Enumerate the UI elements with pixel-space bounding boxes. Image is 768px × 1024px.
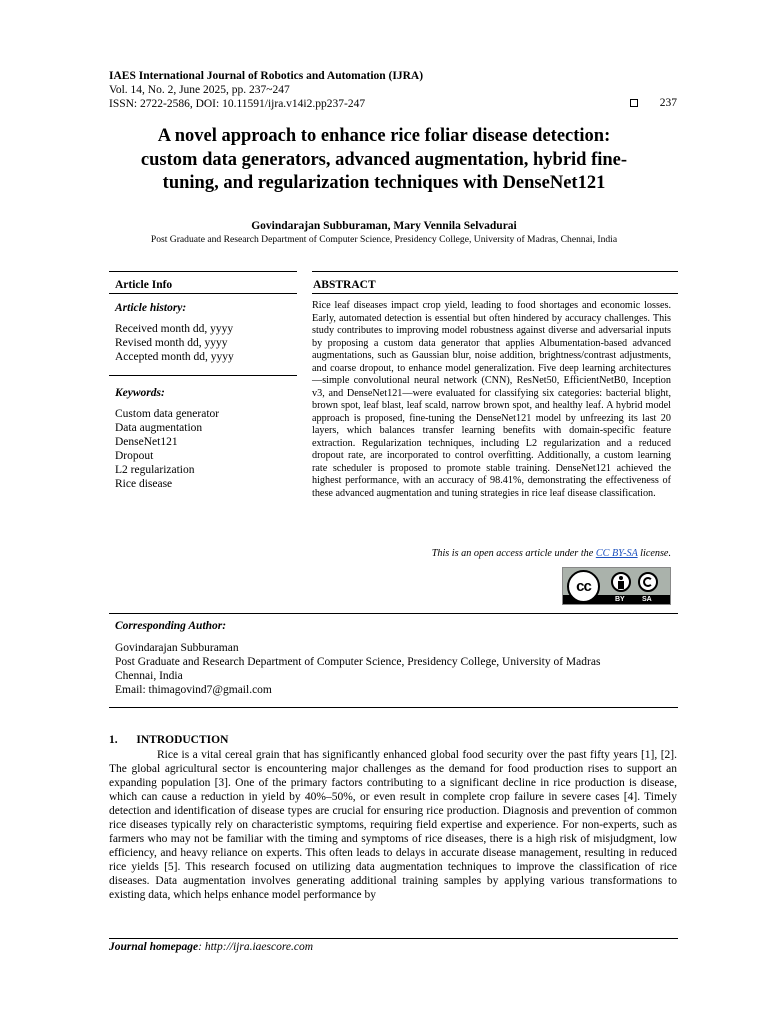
oa-suffix: license. bbox=[637, 548, 671, 559]
journal-name: IAES International Journal of Robotics and Automation (IJRA) bbox=[109, 70, 424, 82]
paper-title bbox=[100, 125, 668, 196]
corresponding-name: Govindarajan Subburaman bbox=[115, 642, 239, 654]
keyword-item: Dropout bbox=[115, 450, 154, 462]
volume-info: Vol. 14, No. 2, June 2025, pp. 237~247 bbox=[109, 84, 290, 96]
rule-top-left bbox=[109, 271, 297, 272]
title-line: custom data generators, advanced augmentation, hybrid fine- bbox=[140, 149, 628, 170]
page-number: 237 bbox=[659, 97, 677, 109]
by-label: BY bbox=[615, 596, 625, 603]
corresponding-city: Chennai, India bbox=[115, 670, 183, 682]
sa-label: SA bbox=[642, 596, 652, 603]
history-item: Received month dd, yyyy bbox=[115, 323, 234, 335]
keyword-item: DenseNet121 bbox=[115, 436, 178, 448]
issn-doi: ISSN: 2722-2586, DOI: 10.11591/ijra.v14i2.pp237-247 bbox=[109, 98, 366, 110]
rule-abstract-under bbox=[312, 293, 678, 294]
rule-corresponding-above bbox=[109, 613, 678, 614]
page-indicator bbox=[630, 97, 677, 109]
corresponding-heading: Corresponding Author: bbox=[115, 620, 227, 632]
article-info-heading: Article Info bbox=[115, 279, 173, 291]
keywords-list bbox=[115, 407, 219, 491]
history-list bbox=[115, 322, 234, 364]
title-line: A novel approach to enhance rice foliar disease detection: bbox=[157, 126, 611, 146]
title-line: tuning, and regularization techniques with DenseNet121 bbox=[162, 173, 606, 193]
rule-info-under bbox=[109, 293, 297, 294]
history-item: Revised month dd, yyyy bbox=[115, 337, 228, 349]
homepage-url[interactable]: : http://ijra.iaescore.com bbox=[198, 941, 314, 953]
history-item: Accepted month dd, yyyy bbox=[115, 351, 234, 363]
rule-corresponding-below bbox=[109, 707, 678, 708]
share-alike-icon bbox=[638, 572, 658, 592]
section-number: 1. bbox=[109, 734, 118, 746]
keyword-item: Rice disease bbox=[115, 478, 173, 490]
section-title: INTRODUCTION bbox=[136, 734, 229, 746]
keywords-heading: Keywords: bbox=[115, 387, 165, 399]
cc-logo-icon: cc bbox=[567, 570, 600, 603]
abstract-text: Rice leaf diseases impact crop yield, leading to food shortages and economic losses. Early, automated detection is essential but often hindered by accuracy challenges. This study contributes to improving model robustness against diverse and adversarial inputs by proposing a custom data generator that applies Albumentation-based advanced augmentations, such as Gaussian blur, noise addition, brightness/contrast adjustments, and coarse dropout, to enhance model generalization. Five deep learning architectures—simple convolutional neural network (CNN), ResNet50, EfficientNetB0, Inception v3, and DenseNet121—were evaluated for classifying six categories: bacterial blight, brown spot, leaf blast, leaf scald, narrow brown spot, and healthy leaf. A hybrid model approach is proposed, fine-tuning the DenseNet121 model by unfreezing its last 20 layers, which balances transfer learning benefits with domain-specific feature extraction. Regularization techniques, including L2 regularization and a reduced dropout rate, are incorporated to control overfitting. Additionally, a custom learning rate scheduler is proposed to promote stable training. DenseNet121 achieved the highest performance, with an accuracy of 98.41%, demonstrating the effectiveness of these advanced augmentation and tuning strategies in rice leaf disease classification. bbox=[312, 300, 671, 499]
open-access-note bbox=[432, 548, 671, 559]
journal-homepage bbox=[109, 941, 313, 953]
corresponding-dept: Post Graduate and Research Department of Computer Science, Presidency College, University of Madras bbox=[115, 656, 601, 668]
corresponding-details bbox=[115, 641, 600, 697]
keyword-item: Data augmentation bbox=[115, 422, 203, 434]
keyword-item: L2 regularization bbox=[115, 464, 195, 476]
history-heading: Article history: bbox=[115, 302, 187, 314]
cc-by-sa-link[interactable]: CC BY-SA bbox=[595, 548, 638, 559]
affiliation: Post Graduate and Research Department of Computer Science, Presidency College, University of Madras, Chennai, India bbox=[150, 234, 618, 245]
rule-footer bbox=[109, 938, 678, 939]
cc-by-sa-badge[interactable] bbox=[562, 567, 671, 605]
keyword-item: Custom data generator bbox=[115, 408, 220, 420]
corresponding-email: Email: thimagovind7@gmail.com bbox=[115, 684, 272, 696]
oa-prefix: This is an open access article under the bbox=[431, 548, 596, 559]
section-heading bbox=[109, 734, 228, 746]
rule-keywords-above bbox=[109, 375, 297, 376]
attribution-person-icon bbox=[611, 572, 631, 592]
rule-top-right bbox=[312, 271, 678, 272]
square-bullet-icon bbox=[630, 99, 638, 107]
authors: Govindarajan Subburaman, Mary Vennila Selvadurai bbox=[251, 220, 517, 232]
introduction-text: Rice is a vital cereal grain that has significantly enhanced global food security over the past fifty years [1], [2]. The global agricultural sector is encountering major challenges as the demand for food production rises to support an expanding population [3]. One of the primary factors contributing to a significant decline in rice production is disease, which can cause a reduction in yield by 40%–50%, or even result in complete crop failure in severe cases [4]. Timely detection and identification of disease types are crucial for ensuring rice production. Diagnosis and prevention of common rice diseases typically rely on characteristic symptoms, requiring field expertise and experience. For non-experts, such as farmers who may not be familiar with the timing and symptoms of rice diseases, there is a high risk of misjudgment, low efficiency, and heavy reliance on experts. This often leads to delays in accurate disease management, resulting in reduced rice yields [5]. This research focused on utilizing data augmentation techniques to improve the classification of rice diseases. Data augmentation involves generating additional training samples by applying various transformations to existing data, which helps enhance model performance by bbox=[109, 749, 677, 902]
homepage-label: Journal homepage bbox=[109, 941, 199, 953]
abstract-heading: ABSTRACT bbox=[313, 279, 376, 291]
